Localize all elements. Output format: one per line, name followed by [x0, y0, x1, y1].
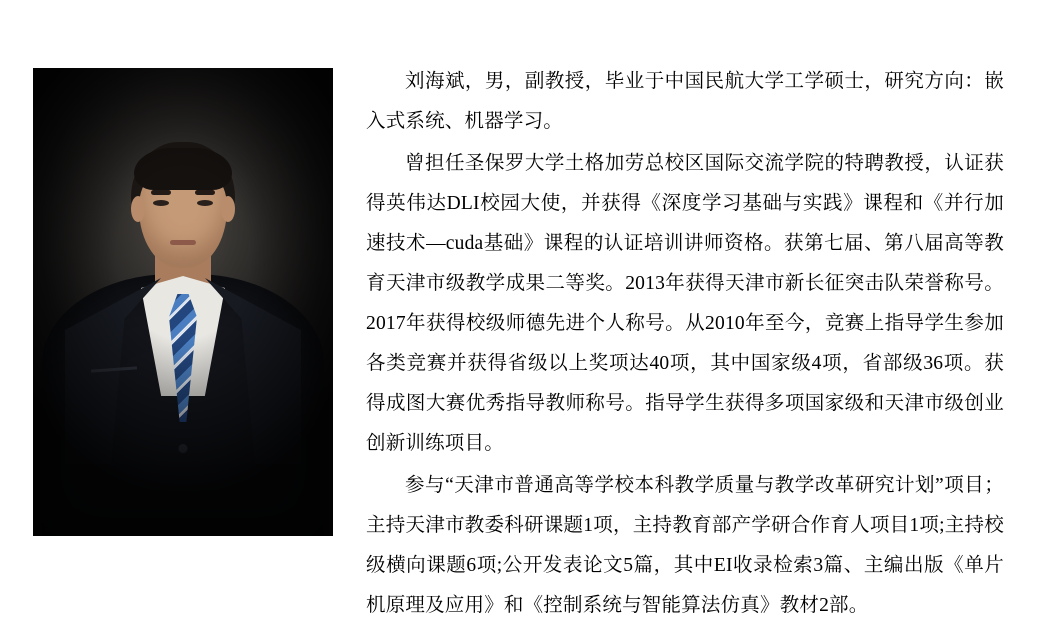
eyebrow-right-shape — [195, 190, 215, 195]
ear-left-shape — [131, 196, 145, 222]
eye-left-shape — [153, 200, 169, 206]
biography-text-block — [366, 62, 1004, 628]
suit-button — [179, 444, 188, 453]
ear-right-shape — [221, 196, 235, 222]
mouth-shape — [170, 240, 196, 245]
portrait-photo — [33, 68, 333, 536]
eyebrow-left-shape — [151, 190, 171, 195]
hair-front-shape — [134, 148, 232, 190]
bio-paragraph-3: 参与“天津市普通高等学校本科教学质量与教学改革研究计划”项目； 主持天津市教委科研课题1项，主持教育部产学研合作育人项目1项;主持校级横向课题6项;公开发表论文5篇，其中EI收录检索3篇、主编出版《单片机原理及应用》和《控制系统与智能算法仿真》教材2部。 — [366, 475, 1004, 616]
bio-paragraph-2: 曾担任圣保罗大学土格加劳总校区国际交流学院的特聘教授，认证获得英伟达DLI校园大使，并获得《深度学习基础与实践》课程和《并行加速技术—cuda基础》课程的认证培训讲师资格。获第七届、第八届高等教育天津市级教学成果二等奖。2013年获得天津市新长征突击队荣誉称号。2017年获得校级师德先进个人称号。从2010年至今，竞赛上指导学生参加各类竞赛并获得省级以上奖项达40项，其中国家级4项，省部级36项。获得成图大赛优秀指导教师称号。指导学生获得多项国家级和天津市级创业创新训练项目。 — [366, 153, 1004, 454]
bio-paragraph-1: 刘海斌，男，副教授，毕业于中国民航大学工学硕士，研究方向：嵌入式系统、机器学习。 — [366, 71, 1004, 132]
eye-right-shape — [197, 200, 213, 206]
portrait-image — [33, 68, 333, 536]
